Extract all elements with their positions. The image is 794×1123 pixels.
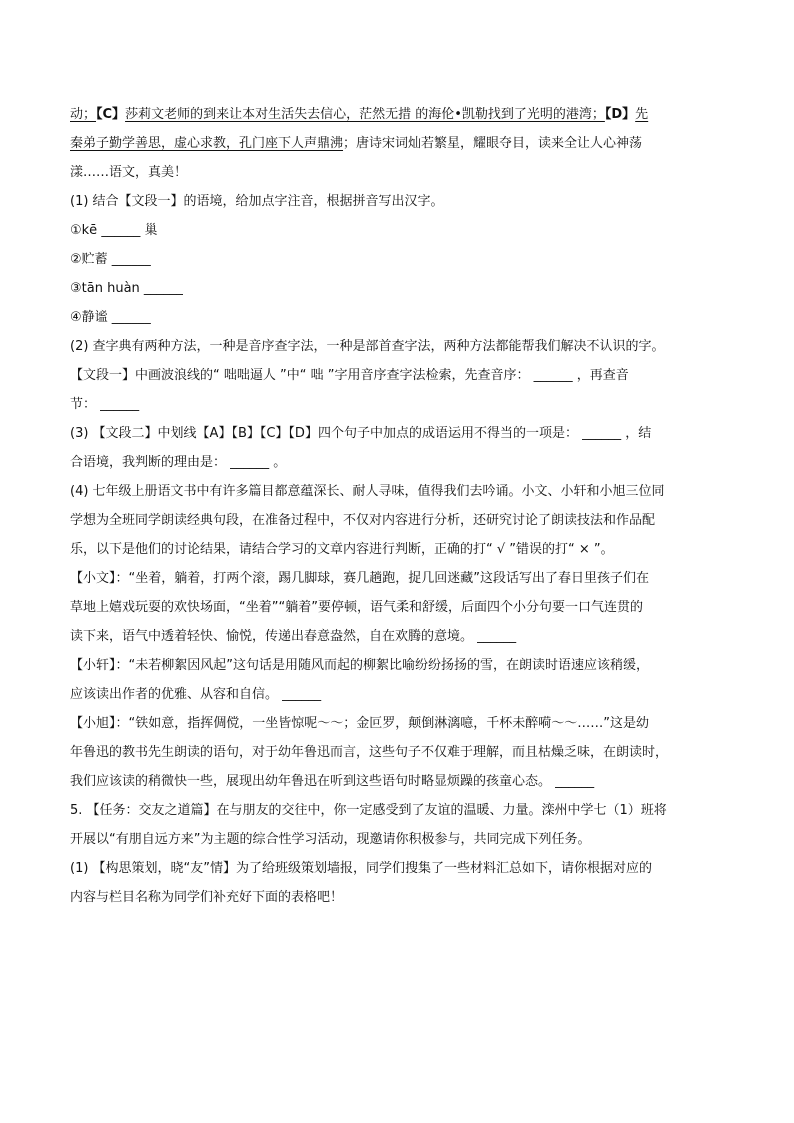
text-segment: 合语境，我判断的理由是： ______ 。 [70, 455, 287, 470]
text-line [70, 332, 716, 361]
text-line [70, 245, 716, 274]
text-line [70, 738, 716, 767]
text-line [70, 216, 716, 245]
text-segment: 我们应该读的稍微快一些，展现出幼年鲁迅在听到这些语句时略显烦躁的孩童心态。 ______ [70, 774, 595, 789]
text-segment: 5. 【任务：交友之道篇】在与朋友的交往中，你一定感受到了友谊的温暖、力量。滦州中学七（1）班将 [70, 803, 667, 818]
text-segment: (2) 查字典有两种方法，一种是音序查字法，一种是部首查字法，两种方法都能帮我们解决不认识的字。 [70, 339, 665, 354]
text-segment: 应该读出作者的优雅、从容和自信。 ______ [70, 687, 322, 702]
text-line [70, 361, 716, 390]
text-segment: 动； [70, 107, 97, 122]
text-line [70, 419, 716, 448]
text-line [70, 680, 716, 709]
text-segment: 漾……语文，真美！ [70, 165, 188, 180]
text-segment: 【小轩】：“未若柳絮因风起”这句话是用随风而起的柳絮比喻纷纷扬扬的雪，在朗读时语速应该稍缓， [70, 658, 649, 673]
text-segment: ③tān huàn ______ [70, 281, 183, 296]
text-line [70, 303, 716, 332]
text-segment: ①kē ______ 巢 [70, 223, 158, 238]
text-line [70, 796, 716, 825]
text-segment: 乐，以下是他们的讨论结果，请结合学习的文章内容进行判断，正确的打“ √ ”错误的打“ × ”。 [70, 542, 614, 557]
text-segment: 节： ______ [70, 397, 140, 412]
text-segment: 先 [635, 107, 649, 122]
text-line [70, 535, 716, 564]
text-line [70, 651, 716, 680]
text-segment: ④静谧 ______ [70, 310, 151, 325]
text-segment: 【C】 [96, 107, 126, 122]
text-line [70, 187, 716, 216]
text-line [70, 883, 716, 912]
text-segment: 年鲁迅的教书先生朗读的语句，对于幼年鲁迅而言，这些句子不仅难于理解，而且枯燥乏味，在朗读时， [70, 745, 669, 760]
text-segment: 【小文】：“坐着，躺着，打两个滚，踢几脚球，赛几趟跑，捉几回迷藏”这段话写出了春日里孩子们在 [70, 571, 649, 586]
text-line [70, 477, 716, 506]
text-line [70, 129, 716, 158]
text-segment: 读下来，语气中透着轻快、愉悦，传递出春意盎然，自在欢腾的意境。 ______ [70, 629, 517, 644]
text-segment: (1) 结合【文段一】的语境，给加点字注音，根据拼音写出汉字。 [70, 194, 444, 209]
text-segment: ②贮蓄 ______ [70, 252, 151, 267]
text-line [70, 825, 716, 854]
text-segment: 学想为全班同学朗读经典句段，在准备过程中，不仅对内容进行分析，还研究讨论了朗读技法和作品配 [70, 513, 656, 528]
text-segment: 莎莉文老师的到来让本对生活失去信心，茫然无措 的海伦•凯勒找到了光明的港湾； [125, 107, 605, 122]
text-line [70, 100, 716, 129]
text-line [70, 593, 716, 622]
text-segment: 秦弟子勤学善思，虚心求教，孔门座下人声鼎沸 [70, 136, 344, 151]
text-line [70, 622, 716, 651]
text-segment: 【文段一】中画波浪线的“ 咄咄逼人 ”中“ 咄 ”字用音序查字法检索，先查音序： ______ ，再查音 [70, 368, 629, 383]
text-line [70, 564, 716, 593]
text-segment: 草地上嬉戏玩耍的欢快场面，“坐着”“躺着”要停顿，语气柔和舒缓，后面四个小分句要一口气连贯的 [70, 600, 643, 615]
text-line [70, 390, 716, 419]
text-line [70, 158, 716, 187]
text-segment: 开展以“有朋自远方来”为主题的综合性学习活动，现邀请你积极参与，共同完成下列任务。 [70, 832, 591, 847]
text-segment: (1) 【构思策划，晓“友”情】为了给班级策划墙报，同学们搜集了一些材料汇总如下，请你根据对应的 [70, 861, 653, 876]
text-line [70, 506, 716, 535]
text-segment: 内容与栏目名称为同学们补充好下面的表格吧！ [70, 890, 344, 905]
text-segment: 【D】 [604, 107, 636, 122]
text-segment: (3) 【文段二】中划线【A】【B】【C】【D】四个句子中加点的成语运用不得当的一项是： ______ ，结 [70, 426, 652, 441]
text-segment: 【小旭】：“铁如意，指挥倜傥，一坐皆惊呢～～；金叵罗，颠倒淋漓噫，千杯未醉嗬～～……”这是幼 [70, 716, 649, 731]
text-line [70, 767, 716, 796]
text-line [70, 448, 716, 477]
document-page [70, 100, 716, 912]
text-line [70, 274, 716, 303]
text-segment: ；唐诗宋词灿若繁星，耀眼夺目，读来全让人心神荡 [343, 136, 643, 151]
text-line [70, 709, 716, 738]
text-line [70, 854, 716, 883]
text-segment: (4) 七年级上册语文书中有许多篇目都意蕴深长、耐人寻味，值得我们去吟诵。小文、小轩和小旭三位同 [70, 484, 665, 499]
